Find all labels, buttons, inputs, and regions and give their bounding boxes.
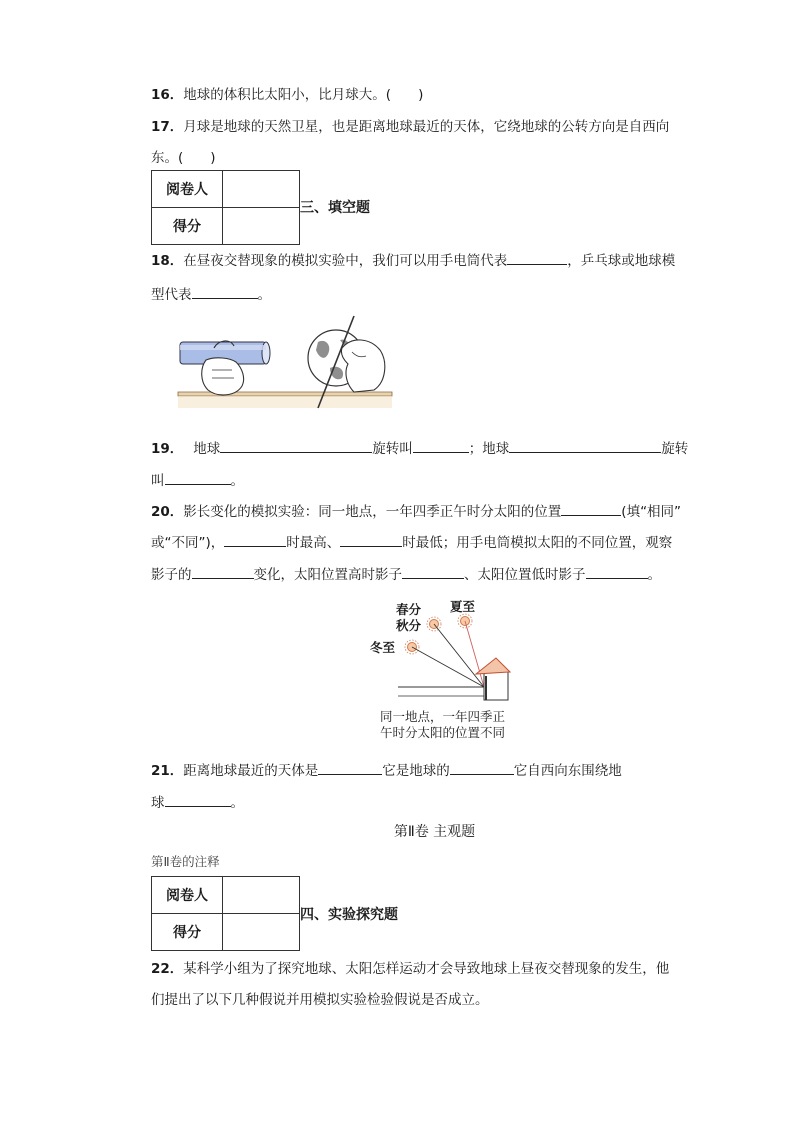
question-number: 22． [151, 961, 184, 977]
answer-blank[interactable] [192, 564, 254, 579]
question-19-cont [151, 469, 244, 489]
answer-blank[interactable] [165, 792, 231, 807]
label-autumn: 秋分 [396, 618, 422, 633]
question-text: 或“不同”)， [151, 535, 225, 551]
question-18 [151, 249, 675, 269]
question-text: 。 [257, 287, 271, 303]
reviewer-cell [223, 171, 300, 208]
part-title: 第Ⅱ卷 主观题 [393, 824, 476, 840]
question-text: 旋转 [661, 441, 689, 457]
answer-blank[interactable] [220, 438, 372, 453]
question-20 [151, 500, 681, 520]
label-winter: 冬至 [370, 640, 396, 655]
answer-blank[interactable] [561, 501, 621, 516]
question-19 [151, 437, 688, 457]
question-20-cont2 [151, 563, 661, 583]
question-text: 影长变化的模拟实验：同一地点，一年四季正午时分太阳的位置 [183, 504, 562, 520]
question-text: 时最低；用手电筒模拟太阳的不同位置，观察 [402, 535, 673, 551]
question-number: 18． [151, 253, 184, 269]
question-number: 16． [151, 87, 184, 103]
question-text: 、太阳位置低时影子 [464, 567, 586, 583]
question-16 [151, 83, 423, 103]
score-cell [223, 208, 300, 245]
label-summer: 夏至 [450, 599, 476, 614]
question-text: 。 [647, 567, 661, 583]
question-22-cont [151, 988, 489, 1008]
question-17 [151, 115, 669, 135]
question-text: 某科学小组为了探究地球、太阳怎样运动才会导致地球上昼夜交替现象的发生，他 [183, 961, 670, 977]
question-text: 距离地球最近的天体是 [183, 763, 319, 779]
question-number: 20． [151, 504, 184, 520]
question-text: 月球是地球的天然卫星，也是距离地球最近的天体，它绕地球的公转方向是自西向 [183, 119, 670, 135]
question-number: 17． [151, 119, 184, 135]
score-cell [223, 914, 300, 951]
question-number: 21． [151, 763, 184, 779]
question-text: (填“相同” [621, 504, 682, 520]
question-text: 在昼夜交替现象的模拟实验中，我们可以用手电筒代表 [183, 253, 508, 269]
question-text: 东。( ) [151, 150, 216, 166]
question-text: 们提出了以下几种假说并用模拟实验检验假说是否成立。 [151, 992, 489, 1008]
reviewer-cell [223, 877, 300, 914]
label-spring: 春分 [396, 602, 422, 617]
question-text: 地球的体积比太阳小，比月球大。( ) [183, 87, 424, 103]
question-text: 它是地球的 [382, 763, 450, 779]
sun-position-diagram [368, 592, 530, 744]
reviewer-label: 阅卷人 [152, 171, 223, 208]
section-title: 三、填空题 [300, 200, 370, 216]
score-label: 得分 [152, 914, 223, 951]
flashlight-globe-illustration [170, 312, 398, 424]
answer-blank[interactable] [318, 760, 382, 775]
question-17-cont [151, 146, 216, 166]
answer-blank[interactable] [450, 760, 514, 775]
question-text: 。 [230, 795, 244, 811]
question-text: 。 [230, 473, 244, 489]
question-text: 球 [151, 795, 165, 811]
question-text: 型代表 [151, 287, 192, 303]
question-text: 影子的 [151, 567, 192, 583]
question-22 [151, 957, 669, 977]
answer-blank[interactable] [509, 438, 661, 453]
answer-blank[interactable] [192, 284, 258, 299]
question-20-cont1 [151, 531, 672, 551]
section-title: 四、实验探究题 [300, 907, 398, 923]
question-21 [151, 759, 622, 779]
question-text: ，乒乓球或地球模 [567, 253, 676, 269]
question-text: 旋转叫 [372, 441, 413, 457]
question-text: 地球 [193, 441, 221, 457]
question-18-cont [151, 283, 271, 303]
caption-line-2: 午时分太阳的位置不同 [380, 725, 506, 740]
score-table [151, 170, 300, 245]
score-table [151, 876, 300, 951]
reviewer-label: 阅卷人 [152, 877, 223, 914]
question-text: 变化，太阳位置高时影子 [253, 567, 402, 583]
answer-blank[interactable] [224, 532, 286, 547]
question-text: 叫 [151, 473, 165, 489]
question-text: 时最高、 [286, 535, 341, 551]
answer-blank[interactable] [165, 470, 231, 485]
question-number: 19． [151, 441, 184, 457]
caption-line-1: 同一地点，一年四季正 [380, 709, 506, 724]
question-text: 它自西向东围绕地 [513, 763, 622, 779]
question-text: ；地球 [468, 441, 510, 457]
question-21-cont [151, 791, 244, 811]
answer-blank[interactable] [402, 564, 464, 579]
answer-blank[interactable] [507, 250, 567, 265]
house-icon [476, 658, 510, 700]
score-label: 得分 [152, 208, 223, 245]
answer-blank[interactable] [586, 564, 648, 579]
part-note: 第Ⅱ卷的注释 [151, 854, 220, 869]
answer-blank[interactable] [413, 438, 469, 453]
answer-blank[interactable] [340, 532, 402, 547]
